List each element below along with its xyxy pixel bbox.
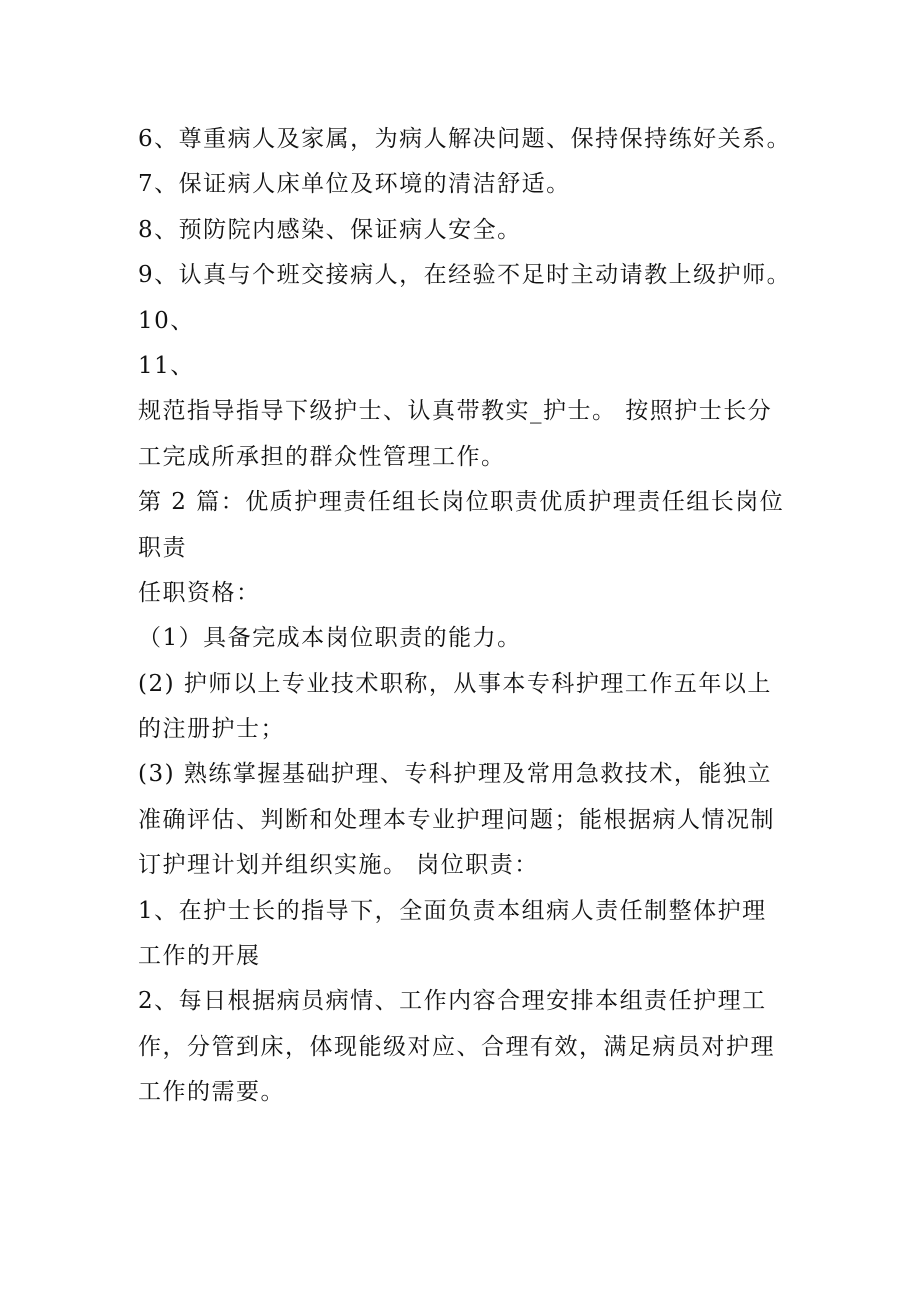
text-line: 工作的需要。: [138, 1079, 285, 1106]
text-line: 6、尊重病人及家属，为病人解决问题、保持保持练好关系。: [138, 126, 792, 152]
text-line: (2) 护师以上专业技术职称，从事本专科护理工作五年以上: [138, 670, 772, 697]
text-line: 9、认真与个班交接病人，在经验不足时主动请教上级护师。: [138, 262, 792, 289]
text-line: (3) 熟练掌握基础护理、专科护理及常用急救技术，能独立: [138, 761, 772, 788]
text-line: 11、: [138, 352, 195, 379]
text-line: 8、预防院内感染、保证病人安全。: [138, 216, 522, 243]
text-line: 工作的开展: [138, 943, 261, 970]
text-line: 订护理计划并组织实施。 岗位职责：: [138, 852, 539, 879]
subheading-qualifications: 任职资格：: [138, 579, 261, 606]
text-line: 的注册护士；: [138, 716, 285, 743]
text-line: 2、每日根据病员病情、工作内容合理安排本组责任护理工: [138, 988, 767, 1015]
text-line: （1）具备完成本岗位职责的能力。: [138, 625, 522, 652]
document-body: [138, 117, 798, 1116]
text-line: 工完成所承担的群众性管理工作。: [138, 443, 506, 470]
text-line: 7、保证病人床单位及环境的清洁舒适。: [138, 171, 571, 198]
text-line: 1、在护士长的指导下，全面负责本组病人责任制整体护理: [138, 897, 767, 924]
text-line: 作，分管到床，体现能级对应、合理有效，满足病员对护理: [138, 1033, 775, 1060]
text-line: 规范指导指导下级护士、认真带教实_护士。 按照护士长分: [138, 398, 773, 425]
text-line: 10、: [138, 307, 195, 334]
text-line: 准确评估、判断和处理本专业护理问题；能根据病人情况制: [138, 806, 775, 833]
section-heading: 第 2 篇：优质护理责任组长岗位职责优质护理责任组长岗位: [138, 489, 785, 516]
section-heading-continued: 职责: [138, 534, 187, 561]
